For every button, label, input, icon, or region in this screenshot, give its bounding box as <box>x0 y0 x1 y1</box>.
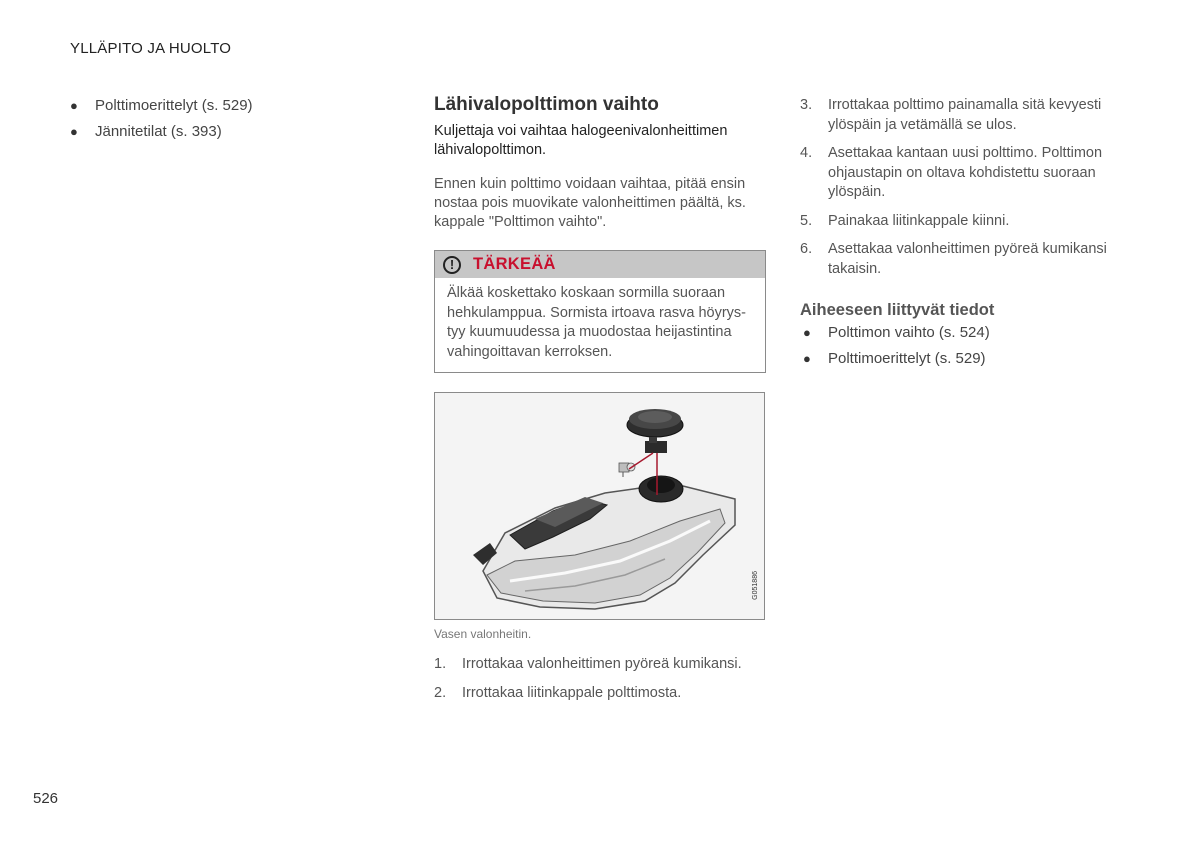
section-title: Lähivalopolttimon vaihto <box>434 94 659 115</box>
exclamation-icon: ! <box>443 256 461 274</box>
related-list <box>800 323 1130 368</box>
headlight-illustration <box>435 393 764 619</box>
step-text: Asettakaa valonheittimen pyöreä kumikansi takaisin. <box>828 241 1107 277</box>
related-link[interactable]: Polttimoerittelyt (s. 529) <box>828 350 986 367</box>
related-info-title: Aiheeseen liittyvät tiedot <box>800 301 995 319</box>
step-text: Irrottakaa liitinkappale polttimosta. <box>462 684 682 701</box>
body-paragraph: Ennen kuin polttimo voidaan vaihtaa, pitää ensin nostaa pois muovikate valonheittimen päältä, ks. kappale "Polttimon vaihto". <box>434 176 746 230</box>
bullet-icon: ● <box>70 124 78 139</box>
list-item[interactable] <box>800 323 1130 342</box>
step-item <box>800 240 1130 279</box>
step-item <box>434 684 768 704</box>
figure-code: G051886 <box>752 571 759 600</box>
list-item[interactable] <box>67 122 397 141</box>
notice-header <box>435 251 765 278</box>
steps-list <box>434 655 768 703</box>
notice-title: TÄRKEÄÄ <box>473 255 556 273</box>
list-item[interactable] <box>67 96 397 115</box>
headlight-figure <box>434 392 765 620</box>
rubber-cap-ridge <box>638 411 672 423</box>
steps-list-continued <box>800 96 1130 279</box>
running-head: YLLÄPITO JA HUOLTO <box>70 40 232 57</box>
step-text: Painakaa liitinkappale kiinni. <box>828 212 1010 229</box>
step-number: 3. <box>800 97 813 113</box>
step-number: 1. <box>434 656 447 672</box>
right-column <box>800 96 1130 375</box>
list-item[interactable] <box>800 349 1130 368</box>
reference-list <box>67 96 397 141</box>
step-text: Irrottakaa valonheittimen pyöreä kumikansi. <box>462 656 742 672</box>
step-number: 2. <box>434 684 447 701</box>
step-text: Asettakaa kantaan uusi polttimo. Polttimon ohjaustapin on oltava kohdistettu suoraan ylöspäin. <box>828 145 1103 200</box>
intro-text: Kuljettaja voi vaihtaa halogeenivalonheittimen lähivalopolttimon. <box>434 123 728 158</box>
step-item <box>800 212 1130 232</box>
connector-tab <box>649 437 657 443</box>
step-item <box>434 655 768 675</box>
bullet-icon: ● <box>70 98 78 113</box>
step-number: 5. <box>800 212 813 229</box>
reference-link[interactable]: Jännitetilat (s. 393) <box>95 123 222 140</box>
important-notice <box>434 250 766 373</box>
related-link[interactable]: Polttimon vaihto (s. 524) <box>828 324 990 341</box>
page-number: 526 <box>33 790 59 807</box>
step-item <box>800 144 1130 203</box>
middle-column <box>434 94 768 712</box>
callout-line <box>629 453 653 469</box>
bulb-icon <box>619 463 635 477</box>
left-column <box>67 96 397 148</box>
figure-caption: Vasen valonheitin. <box>434 627 532 641</box>
notice-body: Älkää koskettako koskaan sormilla suoraan hehkulamppua. Sormista irtoava rasva höyrys-tyy kuumuudessa ja muodostaa heijastintina vahingoittavan kerroksen. <box>447 285 746 360</box>
socket-inner <box>647 477 675 493</box>
reference-link[interactable]: Polttimoerittelyt (s. 529) <box>95 97 253 114</box>
step-number: 4. <box>800 145 813 161</box>
step-text: Irrottakaa polttimo painamalla sitä kevyesti ylöspäin ja vetämällä se ulos. <box>828 97 1102 133</box>
step-number: 6. <box>800 241 813 257</box>
bullet-icon: ● <box>803 351 811 366</box>
step-item <box>800 96 1130 135</box>
bullet-icon: ● <box>803 325 811 340</box>
